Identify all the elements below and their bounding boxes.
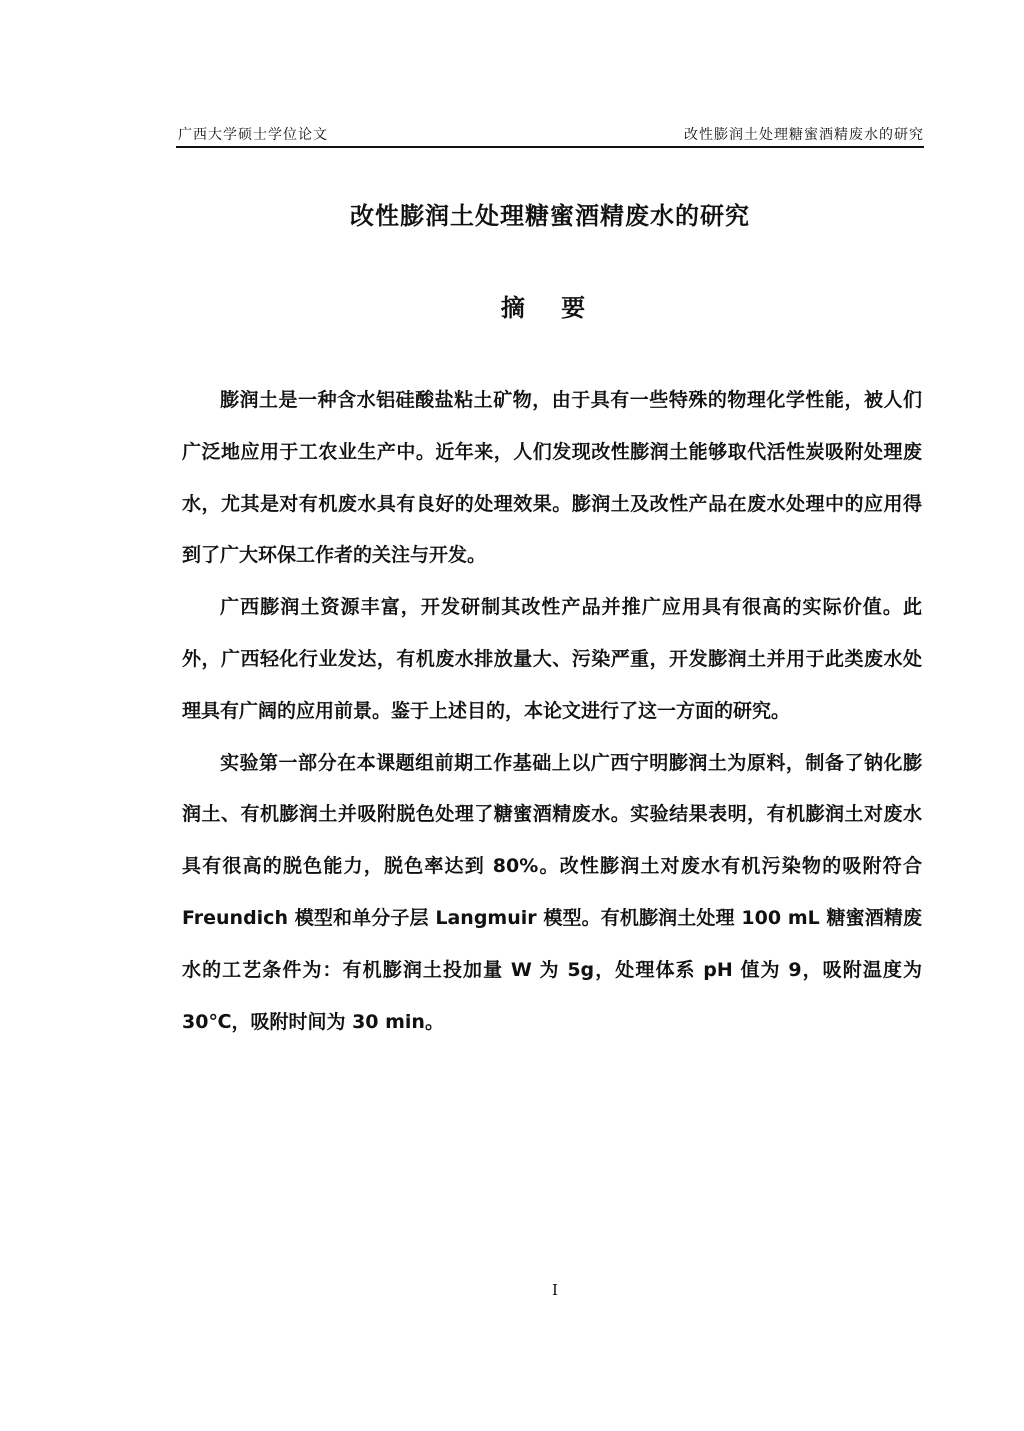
header-thesis-label: 广西大学硕士学位论文 xyxy=(178,127,328,143)
abstract-paragraph-3: 实验第一部分在本课题组前期工作基础上以广西宁明膨润土为原料，制备了钠化膨润土、有机膨润土并吸附脱色处理了糖蜜酒精废水。实验结果表明，有机膨润土对废水具有很高的脱色能力，脱色率达到 80%。改性膨润土对废水有机污染物的吸附符合 Freundich 模型和单分子层 Langmuir 模型。有机膨润土处理 100 mL 糖蜜酒精废水的工艺条件为：有机膨润土投加量 W 为 5g，处理体系 pH 值为 9，吸附温度为 30℃，吸附时间为 30 min。 xyxy=(182,751,922,1033)
header-divider xyxy=(176,146,924,148)
running-header xyxy=(178,124,924,148)
page-number: I xyxy=(552,1281,558,1299)
abstract-body xyxy=(182,375,922,1048)
header-thesis-title: 改性膨润土处理糖蜜酒精废水的研究 xyxy=(684,127,924,143)
abstract-heading: 摘 要 xyxy=(500,294,600,322)
abstract-paragraph-1: 膨润土是一种含水铝硅酸盐粘土矿物，由于具有一些特殊的物理化学性能，被人们广泛地应用于工农业生产中。近年来，人们发现改性膨润土能够取代活性炭吸附处理废水，尤其是对有机废水具有良好的处理效果。膨润土及改性产品在废水处理中的应用得到了广大环保工作者的关注与开发。 xyxy=(182,389,922,567)
page-title: 改性膨润土处理糖蜜酒精废水的研究 xyxy=(350,202,750,230)
abstract-paragraph-2: 广西膨润土资源丰富，开发研制其改性产品并推广应用具有很高的实际价值。此外，广西轻化行业发达，有机废水排放量大、污染严重，开发膨润土并用于此类废水处理具有广阔的应用前景。鉴于上述目的，本论文进行了这一方面的研究。 xyxy=(182,596,922,722)
